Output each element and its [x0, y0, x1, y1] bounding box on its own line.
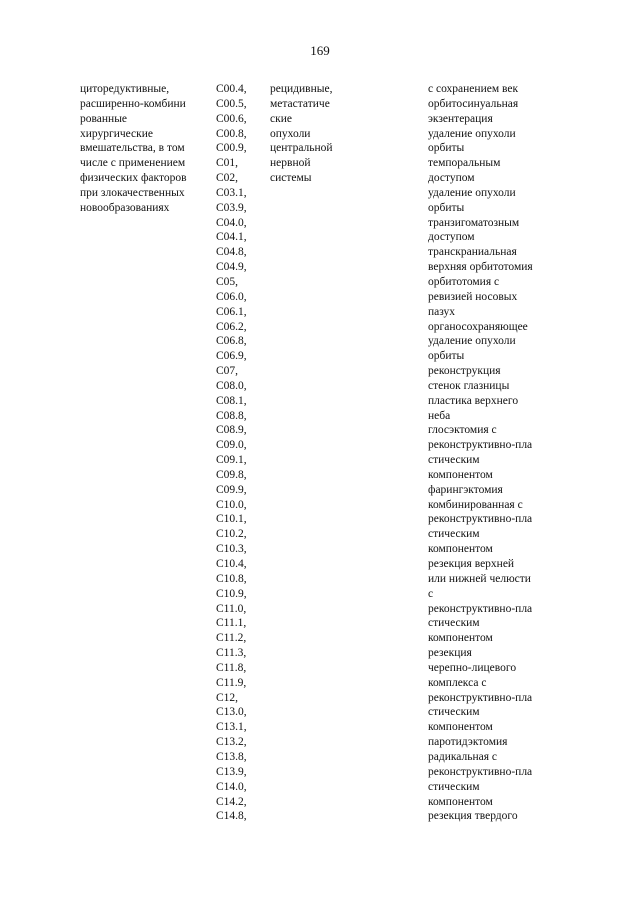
treatment-method-line: реконструктивно-пла — [428, 513, 533, 526]
treatment-method-line: транзигоматозным — [428, 216, 520, 229]
condition-description-line: числе с применением — [80, 157, 186, 170]
icd-code-line: C03.1, — [216, 186, 247, 199]
treatment-method-line: стенок глазницы — [428, 379, 510, 392]
treatment-method-line: реконструктивно-пла — [428, 691, 533, 704]
icd-code-line: C11.0, — [216, 602, 247, 615]
patient-model-column — [270, 82, 333, 186]
treatment-method-line: с сохранением век — [428, 83, 519, 95]
icd-code-line: C04.8, — [216, 246, 247, 259]
icd-code-line: C08.1, — [216, 394, 247, 407]
icd-code-line: C04.0, — [216, 216, 247, 229]
patient-model-line: системы — [270, 172, 312, 185]
treatment-method-line: компонентом — [428, 468, 493, 481]
icd-code-line: C06.8, — [216, 335, 247, 348]
icd-code-line: C06.1, — [216, 305, 247, 318]
icd-code-line: C10.0, — [216, 498, 247, 511]
treatment-method-line: стическим — [428, 706, 480, 719]
icd-code-line: C05, — [216, 275, 239, 288]
icd-code-line: C13.8, — [216, 750, 247, 763]
condition-description-line: новообразованиях — [80, 201, 170, 214]
treatment-method-line: удаление опухоли — [428, 186, 516, 199]
treatment-method-line: реконструктивно-пла — [428, 602, 533, 615]
treatment-method-line: реконструкция — [428, 365, 501, 378]
patient-model-line: ские — [270, 112, 292, 125]
treatment-method-line: удаление опухоли — [428, 335, 516, 348]
treatment-method-line: верхняя орбитотомия — [428, 261, 533, 274]
icd-code-line: C06.9, — [216, 350, 247, 363]
treatment-method-line: стическим — [428, 528, 480, 541]
treatment-method-line: черепно-лицевого — [428, 661, 517, 674]
icd-code-line: C00.8, — [216, 127, 247, 140]
treatment-method-line: резекция твердого — [428, 810, 518, 823]
icd-code-line: C09.0, — [216, 439, 247, 452]
icd-code-line: C06.2, — [216, 320, 247, 333]
icd-code-line: C02, — [216, 172, 239, 185]
icd-code-line: C09.8, — [216, 468, 247, 481]
icd-code-line: C08.9, — [216, 424, 247, 437]
treatment-method-line: органосохраняющее — [428, 320, 528, 333]
treatment-method-line: доступом — [428, 231, 475, 244]
treatment-method-line: паротидэктомия — [428, 736, 508, 749]
condition-description-line: при злокачественных — [80, 186, 185, 199]
condition-description-line: расширенно-комбини — [80, 97, 186, 110]
treatment-method-line: реконструктивно-пла — [428, 439, 533, 452]
treatment-method-line: орбиты — [428, 350, 465, 363]
treatment-method-line: фарингэктомия — [428, 483, 503, 496]
icd-code-line: C00.5, — [216, 97, 247, 110]
patient-model-line: центральной — [270, 142, 333, 155]
icd-code-line: C09.9, — [216, 483, 247, 496]
icd-code-line: C10.9, — [216, 587, 247, 600]
icd-code-line: C10.4, — [216, 558, 247, 570]
icd-code-line: C14.0, — [216, 780, 247, 793]
icd-code-line: C08.8, — [216, 409, 247, 422]
icd-code-line: C06.0, — [216, 290, 247, 303]
treatment-method-line: неба — [428, 409, 451, 422]
condition-description-line: циторедуктивные, — [80, 83, 170, 95]
condition-description-line: физических факторов — [80, 172, 187, 185]
icd-code-line: C04.1, — [216, 231, 247, 244]
icd-code-line: C10.8, — [216, 572, 247, 585]
page-number: 169 — [310, 43, 330, 58]
icd-code-line: C13.0, — [216, 706, 247, 719]
treatment-method-line: с — [428, 587, 434, 600]
treatment-method-line: доступом — [428, 172, 475, 185]
treatment-method-line: удаление опухоли — [428, 127, 516, 140]
treatment-method-line: экзентерация — [428, 112, 493, 125]
treatment-method-line: стическим — [428, 454, 480, 467]
condition-description-line: вмешательства, в том — [80, 142, 185, 155]
icd-code-line: C10.3, — [216, 543, 247, 556]
patient-model-line: рецидивные, — [270, 83, 333, 95]
patient-model-line: метастатиче — [270, 97, 330, 110]
icd-code-line: C10.1, — [216, 513, 247, 526]
treatment-method-line: орбиты — [428, 201, 465, 214]
treatment-method-line: орбитотомия с — [428, 275, 500, 288]
treatment-method-line: орбиты — [428, 142, 465, 155]
icd-codes-column — [216, 82, 247, 824]
icd-code-line: C13.2, — [216, 736, 247, 749]
icd-code-line: C14.2, — [216, 795, 247, 808]
icd-code-line: C08.0, — [216, 379, 247, 392]
icd-code-line: C03.9, — [216, 201, 247, 214]
icd-code-line: C11.2, — [216, 632, 247, 645]
icd-code-line: C11.1, — [216, 617, 247, 630]
icd-code-line: C00.4, — [216, 83, 247, 95]
condition-description-column — [80, 82, 187, 216]
icd-code-line: C07, — [216, 365, 239, 378]
icd-code-line: C00.9, — [216, 142, 247, 155]
treatment-method-line: стическим — [428, 617, 480, 630]
treatment-method-line: компонентом — [428, 721, 493, 734]
treatment-method-line: ревизией носовых — [428, 290, 518, 303]
treatment-method-line: компонентом — [428, 543, 493, 556]
patient-model-line: нервной — [270, 157, 311, 170]
icd-code-line: C00.6, — [216, 112, 247, 125]
treatment-method-line: транскраниальная — [428, 246, 517, 259]
treatment-method-line: комплекса с — [428, 676, 487, 689]
icd-code-line: C01, — [216, 157, 239, 170]
icd-code-line: C12, — [216, 691, 239, 704]
treatment-method-line: пластика верхнего — [428, 394, 519, 407]
treatment-methods-column — [428, 82, 533, 824]
treatment-method-line: реконструктивно-пла — [428, 765, 533, 778]
treatment-method-line: орбитосинуальная — [428, 97, 519, 110]
treatment-method-line: темпоральным — [428, 157, 501, 170]
treatment-method-line: резекция верхней — [428, 558, 515, 570]
icd-code-line: C10.2, — [216, 528, 247, 541]
treatment-method-line: или нижней челюсти — [428, 572, 531, 585]
icd-code-line: C11.9, — [216, 676, 247, 689]
icd-code-line: C04.9, — [216, 261, 247, 274]
icd-code-line: C13.1, — [216, 721, 247, 734]
icd-code-line: C11.3, — [216, 647, 247, 660]
treatment-method-line: стическим — [428, 780, 480, 793]
patient-model-line: опухоли — [270, 127, 311, 140]
treatment-method-line: компонентом — [428, 632, 493, 645]
treatment-method-line: пазух — [428, 305, 456, 318]
icd-code-line: C13.9, — [216, 765, 247, 778]
treatment-method-line: радикальная с — [428, 750, 497, 763]
treatment-method-line: глосэктомия с — [428, 424, 497, 437]
treatment-method-line: комбинированная с — [428, 498, 523, 511]
treatment-method-line: компонентом — [428, 795, 493, 808]
icd-code-line: C11.8, — [216, 661, 247, 674]
condition-description-line: хирургические — [80, 127, 153, 140]
icd-code-line: C09.1, — [216, 454, 247, 467]
treatment-method-line: резекция — [428, 647, 472, 660]
condition-description-line: рованные — [80, 112, 128, 125]
icd-code-line: C14.8, — [216, 810, 247, 823]
